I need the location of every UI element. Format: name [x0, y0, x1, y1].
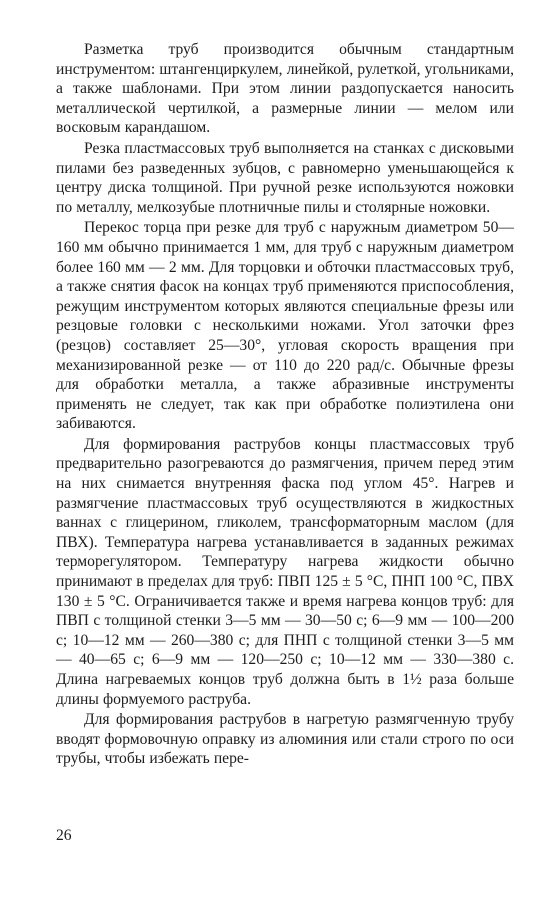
- paragraph-pipe-cutting: Резка пластмассовых труб выполняется на станках с дисковыми пилами без разведенных зубцов, с равномерно уменьшающейся к центру диска толщиной. При ручной резке используются ножовки по металлу, мелкозубые плотничные пилы и столярные ножовки.: [56, 139, 514, 216]
- paragraph-socket-heating: Для формирования раструбов концы пластмассовых труб предварительно разогреваются до размягчения, причем перед этим на них снимается внутренняя фаска под углом 45°. Нагрев и размягчение пластмассовых труб осуществляются в жидкостных ваннах с глицерином, гликолем, трансформаторным маслом (для ПВХ). Температура нагрева устанавливается в заданных режимах терморегулятором. Температуру нагрева жидкости обычно принимают в пределах для труб: ПВП 125 ± 5 °С, ПНП 100 °С, ПВХ 130 ± 5 °С. Ограничивается также и время нагрева концов труб: для ПВП с толщиной стенки 3—5 мм — 30—50 с; 6—9 мм — 100—200 с; 10—12 мм — 260—380 с; для ПНП с толщиной стенки 3—5 мм — 40—65 с; 6—9 мм — 120—250 с; 10—12 мм — 330—380 с. Длина нагреваемых концов труб должна быть в 1½ раза больше длины формуемого раструба.: [56, 435, 514, 708]
- page-number: 26: [56, 827, 72, 844]
- paragraph-end-skew-and-milling: Перекос торца при резке для труб с наружным диаметром 50—160 мм обычно принимается 1 мм, для труб с наружным диаметром более 160 мм — 2 мм. Для торцовки и обточки пластмассовых труб, а также снятия фасок на концах труб применяются приспособления, режущим инструментом которых являются специальные фрезы или резцовые головки с несколькими ножами. Угол заточки фрез (резцов) составляет 25—30°, угловая скорость вращения при механизированной резке — от 110 до 220 рад/с. Обычные фрезы для обработки металла, а также абразивные инструменты применять не следует, так как при обработке полиэтилена они забиваются.: [56, 219, 514, 433]
- paragraph-socket-forming: Для формирования раструбов в нагретую размягченную трубу вводят формовочную оправку из алюминия или стали строго по оси трубы, чтобы избежать пере-: [56, 711, 514, 768]
- page-body: [56, 40, 514, 769]
- paragraph-pipe-marking: Разметка труб производится обычным стандартным инструментом: штангенциркулем, линейкой, рулеткой, угольниками, а также шаблонами. При этом линии раздопускается наносить металлической чертилкой, а размерные линии — мелом или восковым карандашом.: [56, 41, 514, 137]
